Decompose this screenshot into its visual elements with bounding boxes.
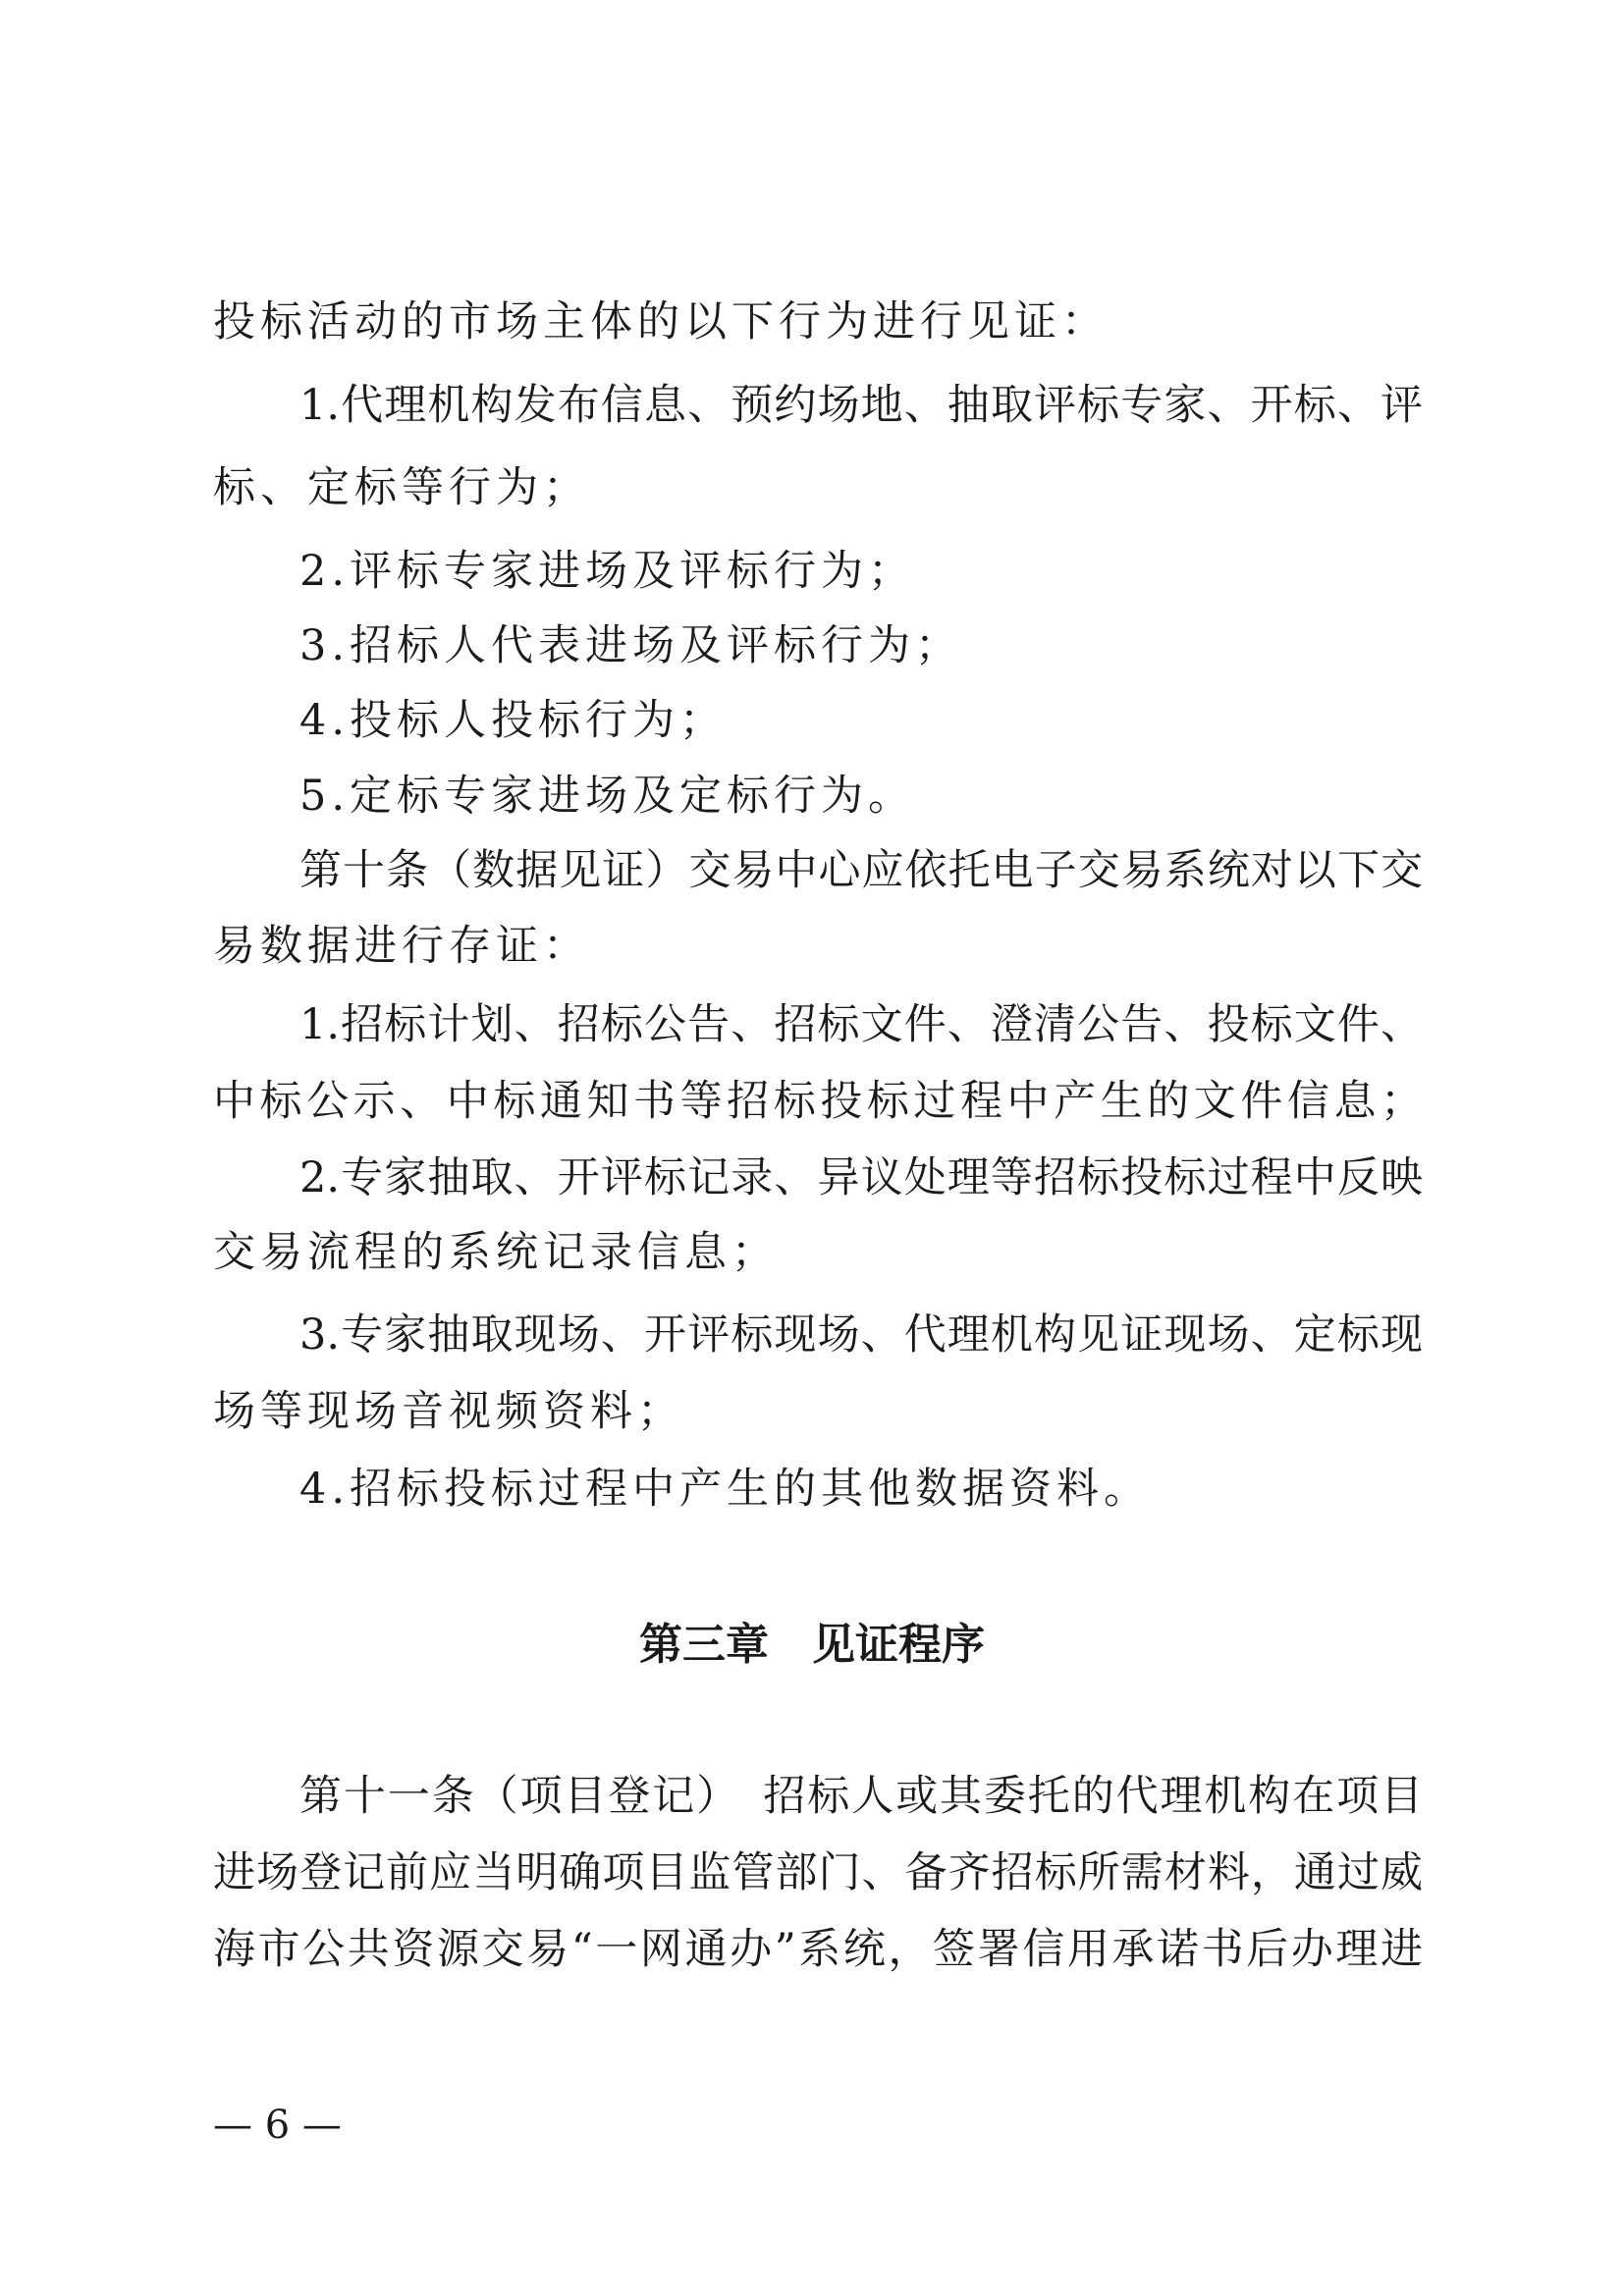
article-line: 进场登记前应当明确项目监管部门、备齐招标所需材料，通过威 <box>213 1848 1423 1897</box>
body-line: 1.代理机构发布信息、预约场地、抽取评标专家、开标、评 <box>299 381 1423 430</box>
body-line: 3.专家抽取现场、开评标现场、代理机构见证现场、定标现 <box>299 1310 1423 1360</box>
body-line: 1.招标计划、招标公告、招标文件、澄清公告、投标文件、 <box>299 1000 1423 1049</box>
body-line: 4.招标投标过程中产生的其他数据资料。 <box>299 1465 1152 1514</box>
body-line: 第十条（数据见证）交易中心应依托电子交易系统对以下交 <box>299 846 1423 895</box>
body-line: 2.专家抽取、开评标记录、异议处理等招标投标过程中反映 <box>299 1153 1423 1202</box>
body-line: 标、定标等行为； <box>213 463 590 512</box>
article-line: 海市公共资源交易“一网通办”系统，签署信用承诺书后办理进 <box>213 1925 1423 1974</box>
page-number: — 6 — <box>213 2103 342 2148</box>
chapter-title: 第三章 见证程序 <box>639 1620 985 1670</box>
body-line: 2.评标专家进场及评标行为； <box>299 547 916 596</box>
body-line: 投标活动的市场主体的以下行为进行见证： <box>213 297 1109 347</box>
body-line: 交易流程的系统记录信息； <box>213 1228 779 1277</box>
body-line: 4.投标人投标行为； <box>299 696 728 745</box>
body-line: 易数据进行存证： <box>213 922 590 971</box>
body-line: 中标公示、中标通知书等招标投标过程中产生的文件信息； <box>213 1077 1423 1126</box>
body-line: 场等现场音视频资料； <box>213 1387 684 1436</box>
body-line: 3.招标人代表进场及评标行为； <box>299 621 963 670</box>
article-line: 第十一条（项目登记） 招标人或其委托的代理机构在项目 <box>299 1772 1423 1821</box>
body-line: 5.定标专家进场及定标行为。 <box>299 772 916 821</box>
